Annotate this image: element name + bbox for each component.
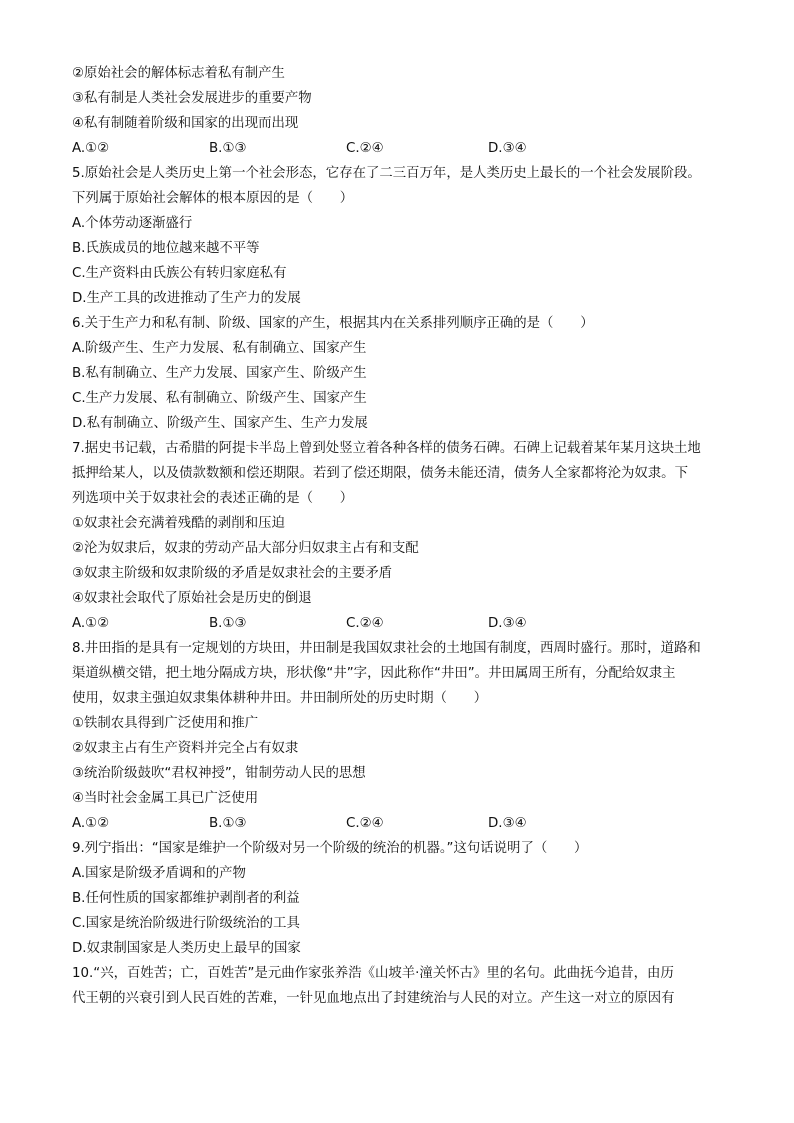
text-line: 5.原始社会是人类历史上第一个社会形态，它存在了二三百万年，是人类历史上最长的一个社会发展阶段。 (72, 166, 701, 181)
text-line: D.生产工具的改进推动了生产力的发展 (72, 291, 301, 306)
text-line: 8.井田指的是具有一定规划的方块田，井田制是我国奴隶社会的土地国有制度，西周时盛行。那时，道路和 (72, 641, 701, 656)
text-line: 6.关于生产力和私有制、阶级、国家的产生，根据其内在关系排列顺序正确的是（ ） (72, 316, 594, 331)
text-line: B.氏族成员的地位越来越不平等 (72, 241, 260, 256)
text-line: 7.据史书记载，古希腊的阿提卡半岛上曾到处竖立着各种各样的债务石碑。石碑上记载着某年某月这块土地 (72, 441, 701, 456)
text-line: 列选项中关于奴隶社会的表述正确的是（ ） (72, 491, 354, 506)
text-line: C.生产资料由氏族公有转归家庭私有 (72, 266, 287, 281)
answer-option: C.②④ (346, 816, 384, 831)
text-line: C.国家是统治阶级进行阶级统治的工具 (72, 916, 300, 931)
text-line: 抵押给某人，以及债款数额和偿还期限。若到了偿还期限，债务未能还清，债务人全家都将沦为奴隶。下 (72, 466, 688, 481)
text-line: A.国家是阶级矛盾调和的产物 (72, 866, 246, 881)
text-line: 使用，奴隶主强迫奴隶集体耕种井田。井田制所处的历史时期（ ） (72, 691, 488, 706)
answer-options-row (72, 611, 734, 636)
text-line: ④私有制随着阶级和国家的出现而出现 (72, 116, 299, 131)
text-line: ④奴隶社会取代了原始社会是历史的倒退 (72, 591, 312, 606)
answer-option: D.③④ (488, 616, 527, 631)
text-line: ③私有制是人类社会发展进步的重要产物 (72, 91, 312, 106)
answer-option: D.③④ (488, 141, 527, 156)
answer-option: C.②④ (346, 141, 384, 156)
answer-option: B.①③ (209, 616, 247, 631)
text-line: ②原始社会的解体标志着私有制产生 (72, 66, 285, 81)
text-line: ②沦为奴隶后，奴隶的劳动产品大部分归奴隶主占有和支配 (72, 541, 419, 556)
answer-option: D.③④ (488, 816, 527, 831)
text-line: 渠道纵横交错，把土地分隔成方块，形状像“井”字，因此称作“井田”。井田属周王所有，分配给奴隶主 (72, 666, 676, 681)
answer-option: B.①③ (209, 816, 247, 831)
text-line: D.奴隶制国家是人类历史上最早的国家 (72, 941, 301, 956)
answer-option: A.①② (72, 141, 110, 156)
text-line: 下列属于原始社会解体的根本原因的是（ ） (72, 191, 354, 206)
answer-option: A.①② (72, 616, 110, 631)
text-line: ③统治阶级鼓吹“君权神授”，钳制劳动人民的思想 (72, 766, 366, 781)
text-line: ③奴隶主阶级和奴隶阶级的矛盾是奴隶社会的主要矛盾 (72, 566, 392, 581)
answer-options-row (72, 136, 734, 161)
text-line: ④当时社会金属工具已广泛使用 (72, 791, 259, 806)
text-line: 9.列宁指出：“国家是维护一个阶级对另一个阶级的统治的机器。”这句话说明了（ ） (72, 841, 588, 856)
answer-option: A.①② (72, 816, 110, 831)
text-line: B.私有制确立、生产力发展、国家产生、阶级产生 (72, 366, 367, 381)
text-line: B.任何性质的国家都维护剥削者的利益 (72, 891, 300, 906)
text-line: A.个体劳动逐渐盛行 (72, 216, 193, 231)
answer-options-row (72, 811, 734, 836)
text-line: A.阶级产生、生产力发展、私有制确立、国家产生 (72, 341, 367, 356)
text-line: C.生产力发展、私有制确立、阶级产生、国家产生 (72, 391, 367, 406)
text-line: ②奴隶主占有生产资料并完全占有奴隶 (72, 741, 299, 756)
text-line: ①铁制农具得到广泛使用和推广 (72, 716, 259, 731)
text-line: D.私有制确立、阶级产生、国家产生、生产力发展 (72, 416, 368, 431)
answer-option: C.②④ (346, 616, 384, 631)
answer-option: B.①③ (209, 141, 247, 156)
text-line: 10.“兴，百姓苦；亡，百姓苦”是元曲作家张养浩《山坡羊·潼关怀古》里的名句。此曲抚今追昔，由历 (72, 966, 674, 981)
text-line: ①奴隶社会充满着残酷的剥削和压迫 (72, 516, 285, 531)
document-page (72, 61, 734, 1011)
text-line: 代王朝的兴衰引到人民百姓的苦难，一针见血地点出了封建统治与人民的对立。产生这一对立的原因有 (72, 991, 675, 1006)
